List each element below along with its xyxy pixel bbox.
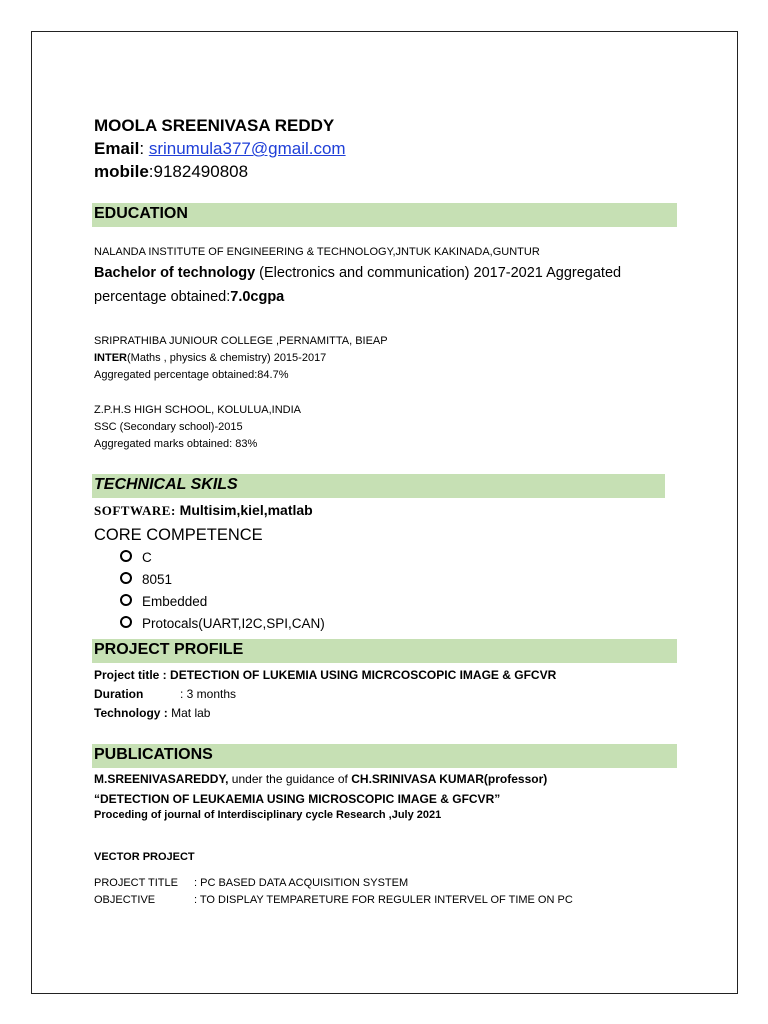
- ssc-score: Aggregated marks obtained: 83%: [94, 438, 258, 450]
- list-item: [120, 594, 207, 609]
- software-label: SOFTWARE:: [94, 503, 176, 518]
- degree-line: [94, 265, 621, 281]
- tech-value: Mat lab: [167, 706, 211, 720]
- author: M.SREENIVASAREDDY,: [94, 772, 229, 786]
- email-link[interactable]: srinumula377@gmail.com: [148, 139, 346, 158]
- core-item: C: [142, 550, 152, 565]
- list-item: [120, 572, 172, 587]
- email-sep: :: [139, 139, 149, 158]
- college2: SRIPRATHIBA JUNIOUR COLLEGE ,PERNAMITTA, BIEAP: [94, 335, 388, 347]
- vector-title-label: PROJECT TITLE: [94, 877, 178, 889]
- candidate-name: MOOLA SREENIVASA REDDY: [94, 116, 335, 135]
- tech-label: Technology :: [94, 706, 168, 720]
- vector-objective-value: : TO DISPLAY TEMPARETURE FOR REGULER INTERVEL OF TIME ON PC: [194, 894, 573, 906]
- bullet-icon: [120, 594, 132, 606]
- vector-objective-label: OBJECTIVE: [94, 894, 156, 906]
- inter-bold: INTER: [94, 352, 127, 364]
- education-heading: EDUCATION: [94, 205, 188, 222]
- publications-heading: PUBLICATIONS: [94, 746, 213, 763]
- ssc: SSC (Secondary school)-2015: [94, 421, 243, 433]
- project-duration-line: [94, 687, 236, 701]
- list-item: [120, 550, 152, 565]
- degree-score: 7.0cgpa: [230, 289, 285, 305]
- degree-rest: (Electronics and communication) 2017-2021 Aggregated: [255, 265, 622, 281]
- core-item: Protocals(UART,I2C,SPI,CAN): [142, 616, 325, 631]
- list-item: [120, 616, 325, 631]
- paper-title: “DETECTION OF LEUKAEMIA USING MICROSCOPIC IMAGE & GFCVR”: [94, 792, 501, 806]
- mobile-value: :9182490808: [148, 162, 249, 181]
- degree-bold: Bachelor of technology: [94, 265, 256, 281]
- email-label: Email: [94, 139, 140, 158]
- project-title-label: Project title :: [94, 668, 167, 682]
- inter-rest: (Maths , physics & chemistry) 2015-2017: [127, 352, 327, 364]
- email-line: [94, 139, 346, 159]
- journal-text: Proceding of journal of Interdisciplinary cycle Research ,July 2021: [94, 809, 442, 821]
- vector-heading: [94, 851, 195, 863]
- core-title: CORE COMPETENCE: [94, 526, 263, 544]
- duration-label: Duration: [94, 687, 144, 701]
- vector-title-line: [94, 877, 408, 889]
- mobile-line: [94, 162, 248, 182]
- project-title-line: [94, 668, 556, 682]
- vector-heading-text: VECTOR PROJECT: [94, 851, 195, 863]
- mobile-label: mobile: [94, 162, 149, 181]
- resume-page: [31, 31, 738, 994]
- inter-score: Aggregated percentage obtained:84.7%: [94, 369, 289, 381]
- core-item: 8051: [142, 572, 173, 587]
- college1: NALANDA INSTITUTE OF ENGINEERING & TECHNOLOGY,JNTUK KAKINADA,GUNTUR: [94, 246, 540, 258]
- software-value: Multisim,kiel,matlab: [175, 502, 313, 518]
- inter-line: [94, 352, 326, 364]
- core-item: Embedded: [142, 594, 208, 609]
- skills-heading: TECHNICAL SKILS: [94, 476, 238, 493]
- project-band: [92, 639, 677, 663]
- guidance: under the guidance of: [228, 772, 352, 786]
- software-line: [94, 502, 313, 520]
- publication-paper: [94, 792, 500, 806]
- bullet-icon: [120, 550, 132, 562]
- degree-line2: [94, 289, 284, 305]
- publication-journal: [94, 809, 441, 821]
- skills-band: [92, 474, 665, 498]
- bullet-icon: [120, 616, 132, 628]
- degree-line2-text: percentage obtained:: [94, 289, 231, 305]
- publications-band: [92, 744, 677, 768]
- vector-title-value: : PC BASED DATA ACQUISITION SYSTEM: [194, 877, 409, 889]
- publication-author-line: [94, 772, 547, 786]
- school: Z.P.H.S HIGH SCHOOL, KOLULUA,INDIA: [94, 404, 302, 416]
- duration-value: : 3 months: [180, 687, 237, 701]
- project-tech-line: [94, 706, 210, 720]
- education-band: [92, 203, 677, 227]
- vector-objective-line: [94, 894, 573, 906]
- bullet-icon: [120, 572, 132, 584]
- guide: CH.SRINIVASA KUMAR(professor): [351, 772, 548, 786]
- project-title-value: DETECTION OF LUKEMIA USING MICRCOSCOPIC IMAGE & GFCVR: [166, 668, 557, 682]
- project-heading: PROJECT PROFILE: [94, 641, 244, 658]
